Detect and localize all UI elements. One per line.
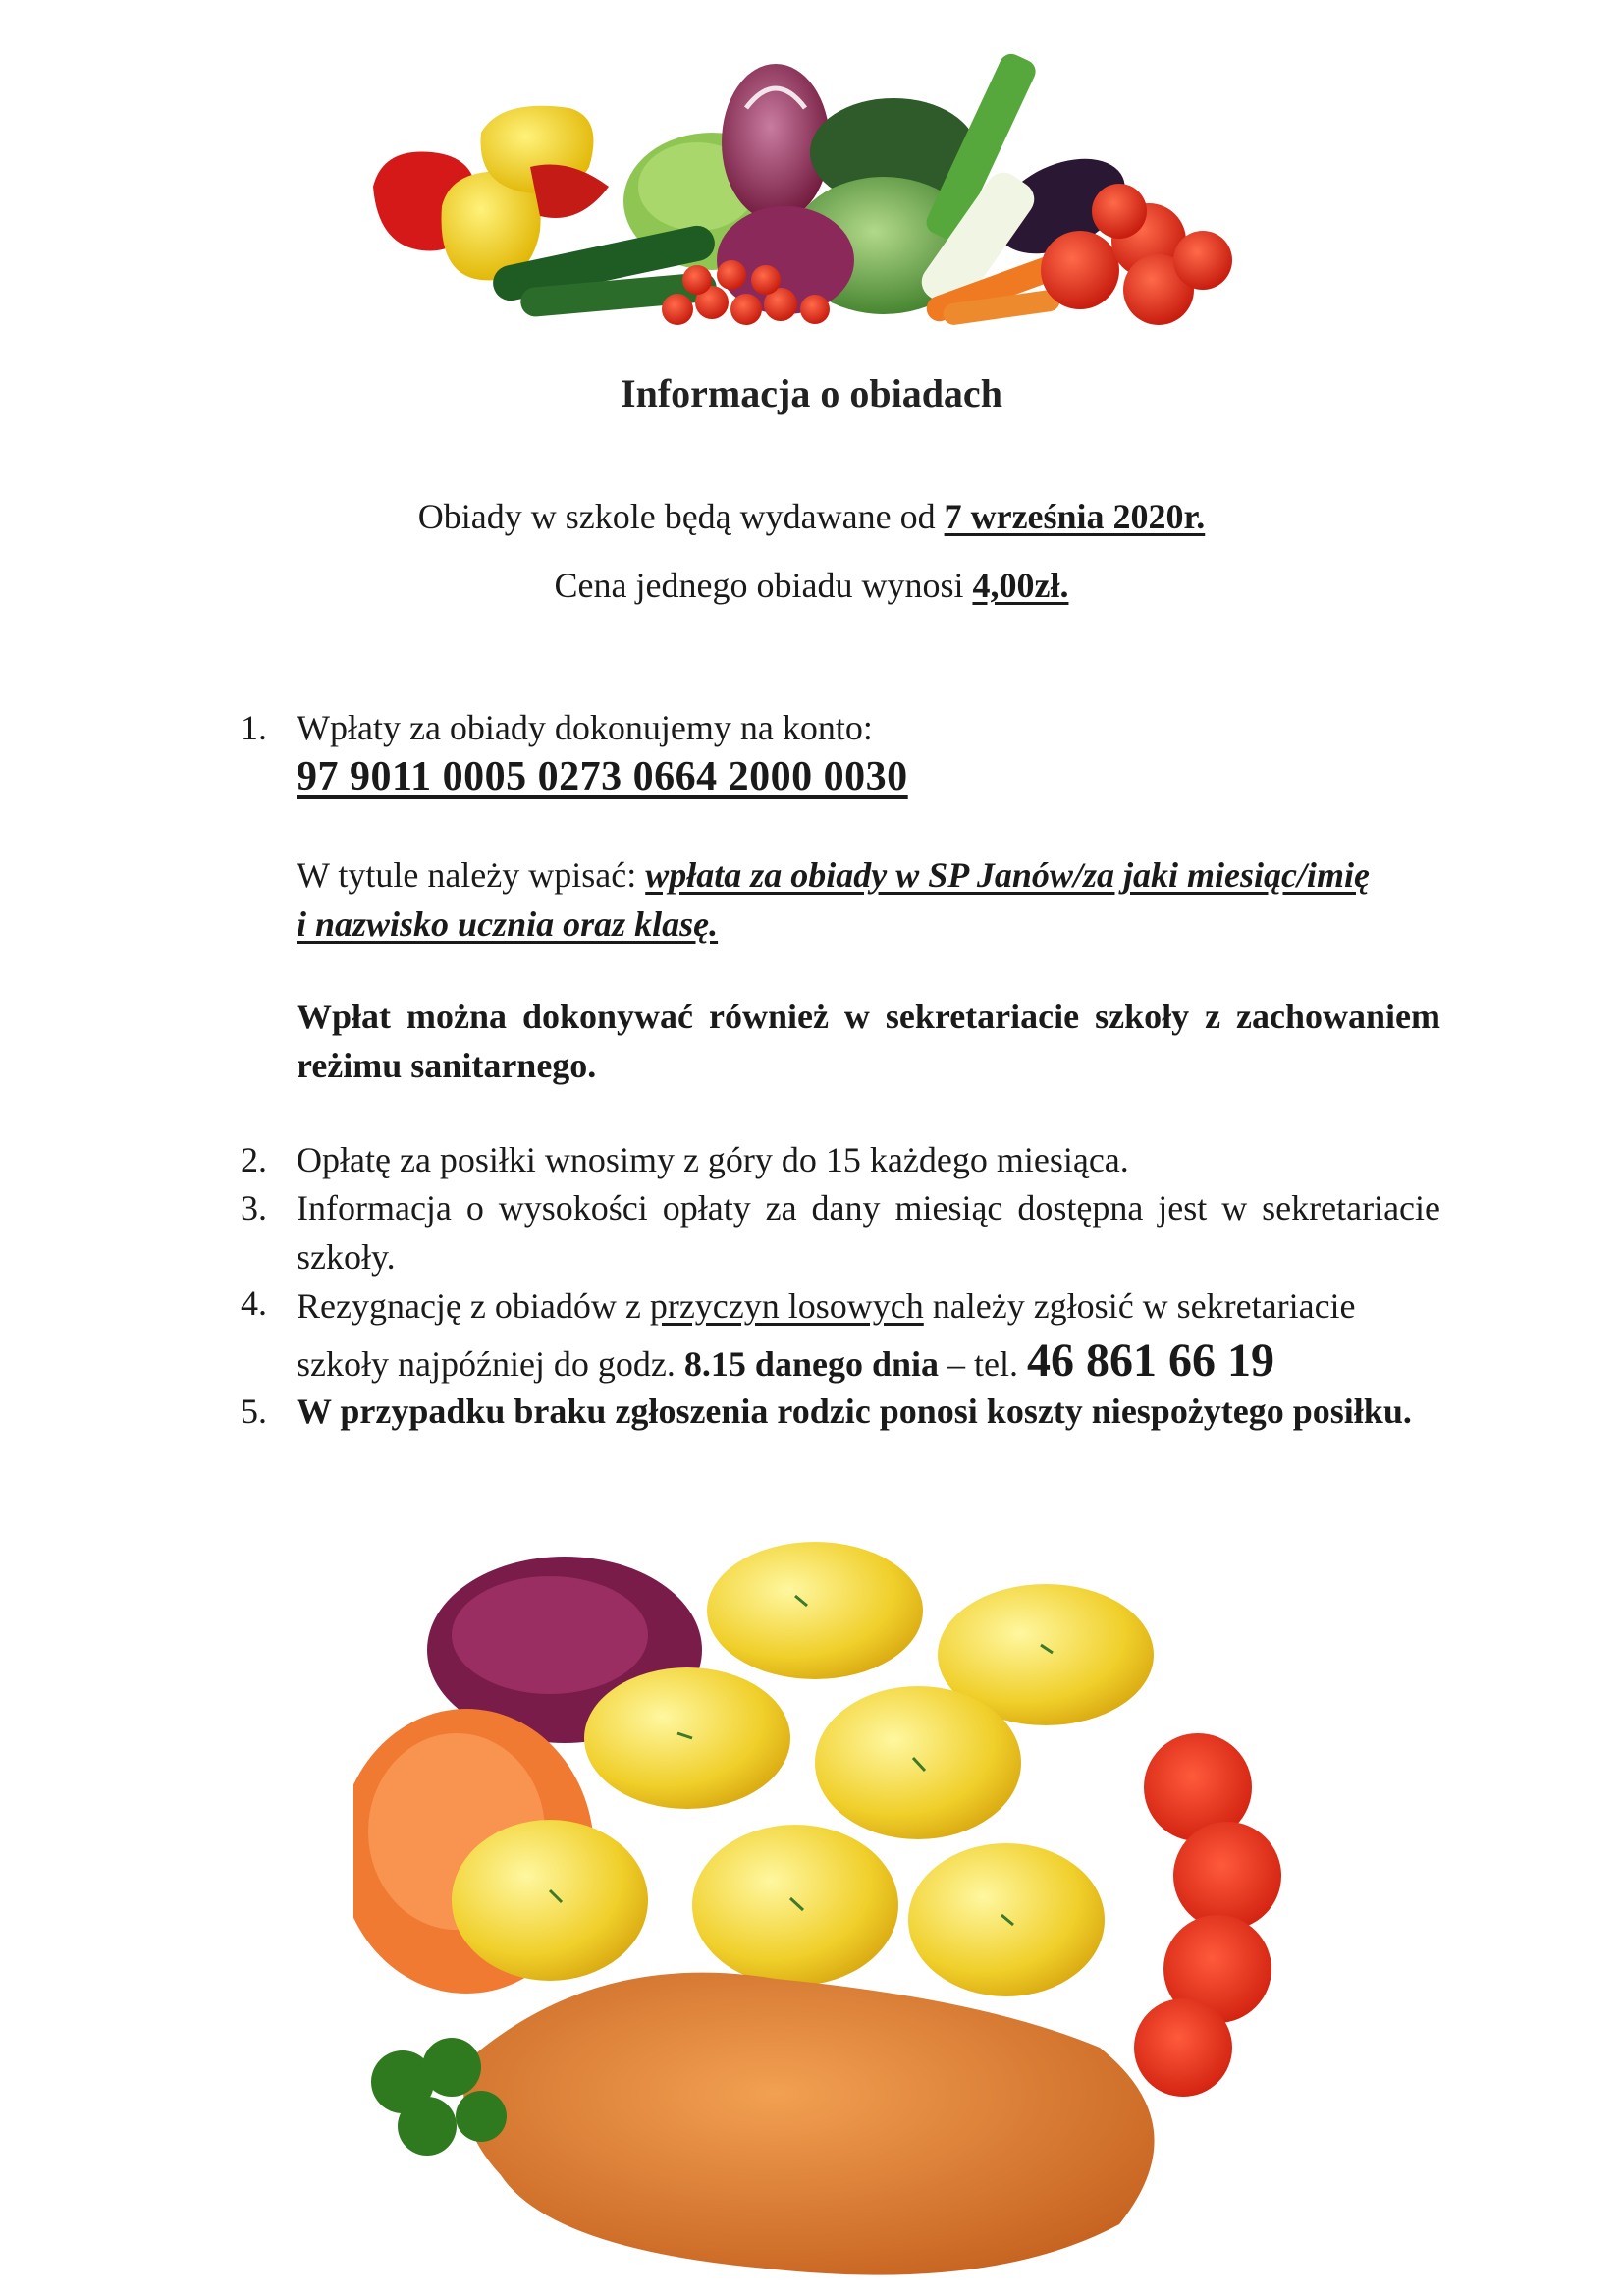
start-date-prefix: Obiady w szkole będą wydawane od <box>417 497 945 536</box>
cancellation-reason: przyczyn losowych <box>649 1286 924 1326</box>
price-line <box>0 565 1623 606</box>
transfer-title-line2: i nazwisko ucznia oraz klasę. <box>297 904 719 944</box>
price-prefix: Cena jednego obiadu wynosi <box>554 566 973 605</box>
cancellation-mid: należy zgłosić w sekretariacie szkoły najpóźniej do godz. <box>297 1286 1356 1384</box>
cancellation-prefix: Rezygnację z obiadów z <box>297 1286 650 1326</box>
list-number-4: 4. <box>241 1284 267 1323</box>
bank-account-number: 97 9011 0005 0273 0664 2000 0030 <box>297 754 908 799</box>
phone-prefix: – tel. <box>939 1344 1027 1384</box>
list-number-3: 3. <box>241 1188 267 1228</box>
page-title: Informacja o obiadach <box>621 370 1002 415</box>
vegetables-illustration <box>373 39 1257 344</box>
transfer-title-line1: wpłata za obiady w SP Janów/za jaki miesiąc/imię <box>645 855 1370 895</box>
list-item-5: W przypadku braku zgłoszenia rodzic ponosi koszty niespożytego posiłku. <box>297 1392 1412 1431</box>
cancellation-deadline: 8.15 danego dnia <box>683 1344 939 1384</box>
list-item-2: Opłatę za posiłki wnosimy z góry do 15 każdego miesiąca. <box>297 1140 1129 1179</box>
transfer-title-instruction <box>297 850 1440 949</box>
list-number-1: 1. <box>241 708 267 747</box>
list-number-2: 2. <box>241 1140 267 1179</box>
meal-price: 4,00zł. <box>972 566 1069 605</box>
list-item-1 <box>297 703 1440 801</box>
meal-illustration <box>353 1537 1335 2283</box>
list-number-5: 5. <box>241 1392 267 1431</box>
phone-number: 46 861 66 19 <box>1026 1335 1274 1387</box>
secretariat-payment-note: Wpłat można dokonywać również w sekretariacie szkoły z zachowaniem reżimu sanitarnego. <box>297 997 1440 1085</box>
list-item-3: Informacja o wysokości opłaty za dany miesiąc dostępna jest w sekretariacie szkoły. <box>297 1188 1440 1277</box>
payment-instruction: Wpłaty za obiady dokonujemy na konto: <box>297 708 873 747</box>
transfer-title-prefix: W tytule należy wpisać: <box>297 855 646 895</box>
list-item-4 <box>297 1279 1440 1392</box>
start-date: 7 września 2020r. <box>944 497 1206 536</box>
start-date-line <box>0 496 1623 537</box>
